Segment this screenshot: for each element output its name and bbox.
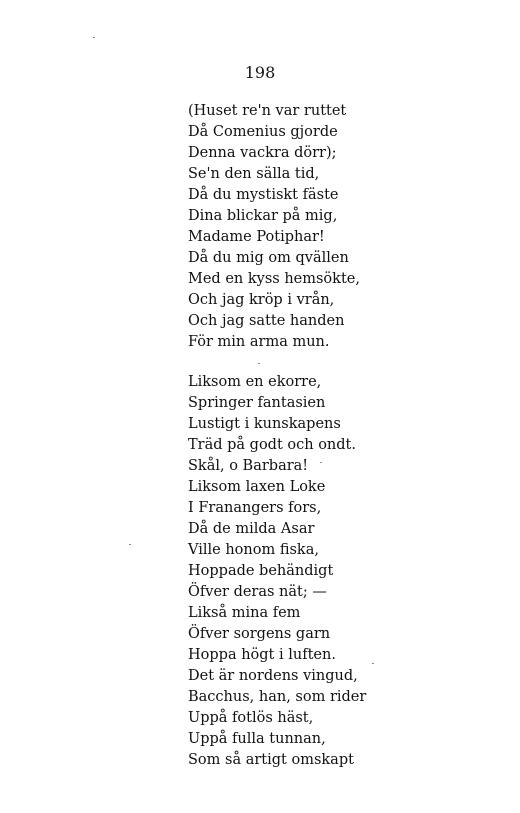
poem-line: (Huset re'n var ruttet — [188, 103, 347, 119]
scan-speck — [258, 363, 260, 364]
poem-line: Denna vackra dörr); — [188, 145, 337, 161]
poem-line: Öfver deras nät; — — [188, 584, 327, 600]
poem-line: Då du mig om qvällen — [188, 250, 349, 266]
poem-line: Ville honom fiska, — [188, 542, 319, 558]
poem-line: Uppå fotlös häst, — [188, 710, 314, 726]
poem-line: Och jag kröp i vrån, — [188, 292, 335, 308]
scan-speck — [320, 462, 322, 463]
poem-line: Uppå fulla tunnan, — [188, 731, 326, 747]
poem-line: Hoppa högt i luften. — [188, 647, 336, 663]
poem-line: Madame Potiphar! — [188, 229, 325, 245]
page-number: 198 — [244, 63, 276, 82]
poem-line: Liksom en ekorre, — [188, 374, 322, 390]
poem-line: Springer fantasien — [188, 395, 326, 411]
poem-line: Då de milda Asar — [188, 521, 315, 537]
scan-speck — [129, 544, 131, 545]
poem-line: Med en kyss hemsökte, — [188, 271, 360, 287]
poem-line: Se'n den sälla tid, — [188, 166, 320, 182]
poem-line: Skål, o Barbara! — [188, 458, 309, 474]
poem-line: Och jag satte handen — [188, 313, 345, 329]
poem-line: Då Comenius gjorde — [188, 124, 338, 140]
poem-line: Bacchus, han, som rider — [188, 689, 367, 705]
poem-line: Hoppade behändigt — [188, 563, 334, 579]
poem-line: För min arma mun. — [188, 334, 330, 350]
poem-line: I Franangers fors, — [188, 500, 322, 516]
scan-speck — [372, 663, 374, 664]
poem-line: Då du mystiskt fäste — [188, 187, 339, 203]
poem-line: Lustigt i kunskapens — [188, 416, 341, 432]
scan-speck — [93, 37, 95, 38]
poem-line: Träd på godt och ondt. — [188, 437, 356, 453]
poem-line: Öfver sorgens garn — [188, 626, 331, 642]
poem-stanza-1 — [188, 101, 360, 353]
poem-line: Dina blickar på mig, — [188, 208, 338, 224]
poem-line: Liksom laxen Loke — [188, 479, 326, 495]
poem-line: Det är nordens vingud, — [188, 668, 358, 684]
poem-line: Som så artigt omskapt — [188, 752, 354, 768]
poem-line: Likså mina fem — [188, 605, 301, 621]
poem-stanza-2 — [188, 372, 366, 771]
